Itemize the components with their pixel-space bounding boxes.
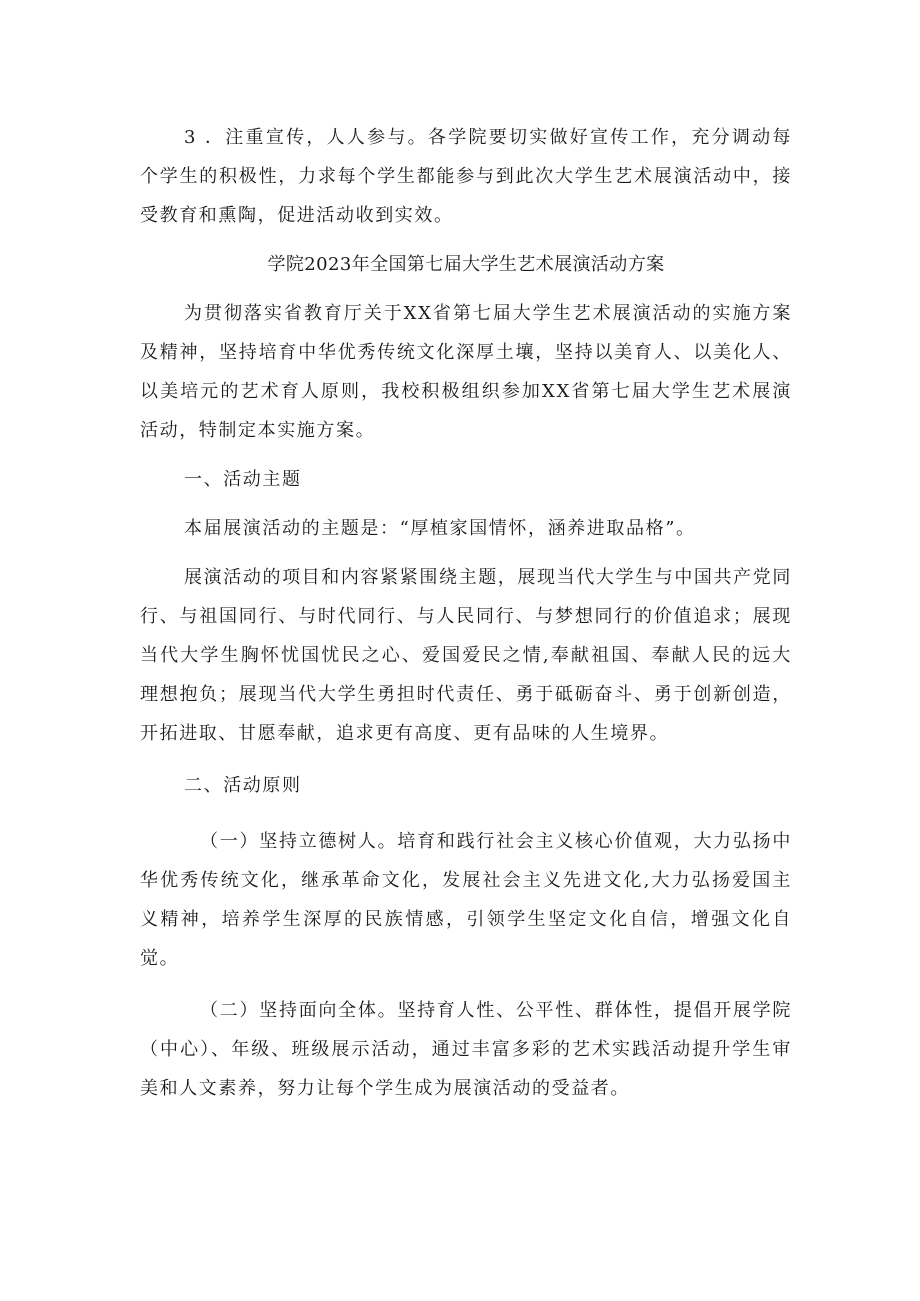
paragraph-principle-two: （二）坚持面向全体。坚持育人性、公平性、群体性，提倡开展学院（中心）、年级、班级展示活动，通过丰富多彩的艺术实践活动提升学生审美和人文素养，努力让每个学生成为展演活动的受益者。 [140, 1000, 792, 1099]
section-heading-theme: 一、活动主题 [184, 469, 302, 490]
paragraph-theme-detail: 展演活动的项目和内容紧紧围绕主题，展现当代大学生与中国共产党同行、与祖国同行、与时代同行、与人民同行、与梦想同行的价值追求；展现当代大学生胸怀忧国忧民之心、爱国爱民之情,奉献祖国、奉献人民的远大理想抱负；展现当代大学生勇担时代责任、勇于砥砺奋斗、勇于创新创造，开拓进取、甘愿奉献，追求更有高度、更有品味的人生境界。 [140, 567, 792, 744]
paragraph-publicity: 3 ．注重宣传，人人参与。各学院要切实做好宣传工作，充分调动每个学生的积极性，力求每个学生都能参与到此次大学生艺术展演活动中，接受教育和熏陶，促进活动收到实效。 [140, 127, 792, 226]
document-title: 学院2023年全国第七届大学生艺术展演活动方案 [267, 254, 665, 275]
section-heading-principles: 二、活动原则 [184, 775, 302, 796]
paragraph-theme: 本届展演活动的主题是：“厚植家国情怀，涵养进取品格”。 [184, 518, 696, 539]
paragraph-intro: 为贯彻落实省教育厅关于XX省第七届大学生艺术展演活动的实施方案及精神，坚持培育中华优秀传统文化深厚土壤，坚持以美育人、以美化人、以美培元的艺术育人原则，我校积极组织参加XX省第七届大学生艺术展演活动，特制定本实施方案。 [140, 303, 792, 441]
paragraph-principle-one: （一）坚持立德树人。培育和践行社会主义核心价值观，大力弘扬中华优秀传统文化，继承革命文化，发展社会主义先进文化,大力弘扬爱国主义精神，培养学生深厚的民族情感，引领学生坚定文化自信，增强文化自觉。 [140, 831, 792, 969]
